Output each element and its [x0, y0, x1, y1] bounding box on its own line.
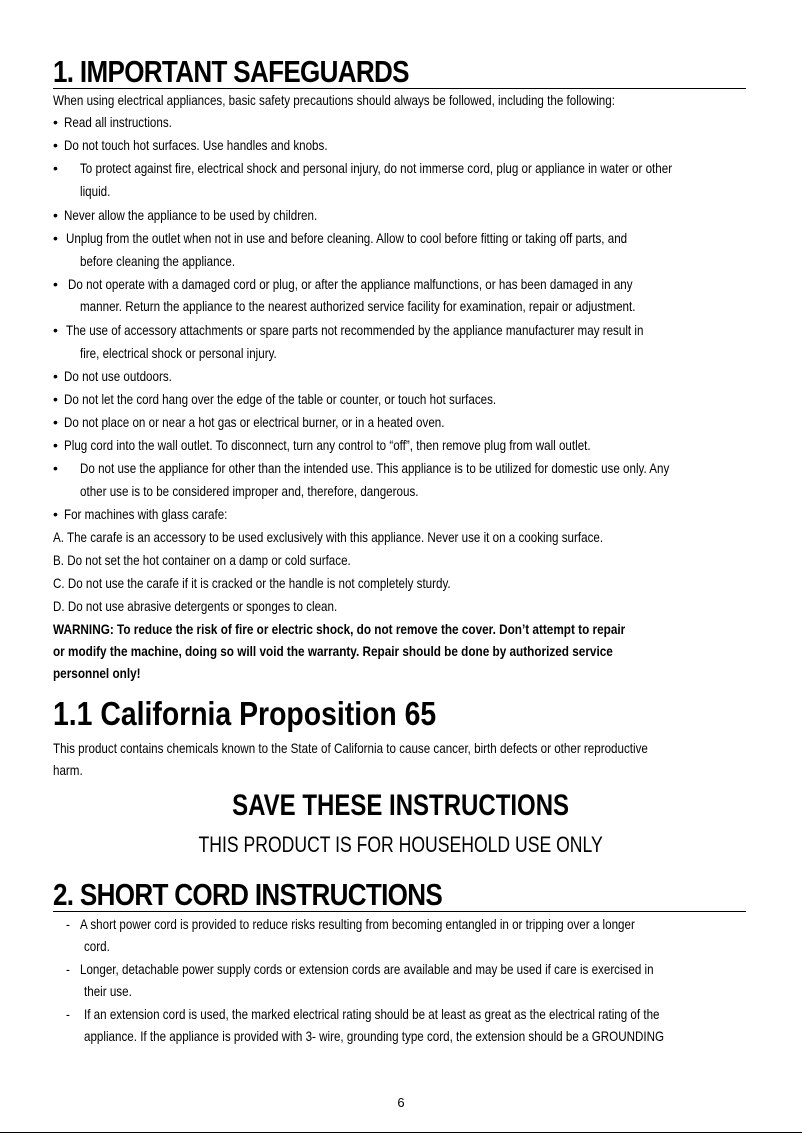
carafe-item-a: A. The carafe is an accessory to be used exclusively with this appliance. Never use it on a cooking surface.: [53, 529, 604, 545]
bullet: •: [53, 414, 58, 430]
safeguard-item: Do not let the cord hang over the edge of the table or counter, or touch hot surfaces.: [64, 391, 497, 407]
dash: -: [66, 916, 70, 932]
bullet: •: [53, 506, 58, 522]
safeguard-item: The use of accessory attachments or spare parts not recommended by the appliance manufacturer may result in: [66, 322, 644, 338]
bullet: •: [53, 276, 58, 292]
page-bottom-rule: [0, 1132, 802, 1133]
cord-item-cont: cord.: [84, 938, 110, 954]
section-1-title: 1. IMPORTANT SAFEGUARDS: [53, 54, 409, 89]
warning-line-3: personnel only!: [53, 665, 141, 681]
warning-line-2: or modify the machine, doing so will void the warranty. Repair should be done by authorized service: [53, 643, 613, 659]
warning-line-1: WARNING: To reduce the risk of fire or electric shock, do not remove the cover. Don’t attempt to repair: [53, 621, 626, 637]
dash: -: [66, 1006, 70, 1022]
section-1-intro: When using electrical appliances, basic safety precautions should always be followed, including the following:: [53, 92, 615, 108]
safeguard-item: Plug cord into the wall outlet. To disconnect, turn any control to “off”, then remove plug from wall outlet.: [64, 437, 591, 453]
safeguard-item: For machines with glass carafe:: [64, 506, 228, 522]
bullet: •: [53, 368, 58, 384]
household-use-text: THIS PRODUCT IS FOR HOUSEHOLD USE ONLY: [198, 832, 604, 857]
bullet: •: [53, 160, 58, 176]
safeguard-item: Do not use outdoors.: [64, 368, 172, 384]
safeguard-item: To protect against fire, electrical shock and personal injury, do not immerse cord, plug or appliance in water or other: [80, 160, 673, 176]
bullet: •: [53, 322, 58, 338]
bullet: •: [53, 460, 58, 476]
page-number: 6: [397, 1095, 405, 1110]
safeguard-item-cont: manner. Return the appliance to the nearest authorized service facility for examination, repair or adjustment.: [80, 298, 636, 314]
safeguard-item: Do not use the appliance for other than the intended use. This appliance is to be utilized for domestic use only. Any: [80, 460, 670, 476]
save-instructions-text: SAVE THESE INSTRUCTIONS: [232, 789, 570, 822]
section-1-1-title: 1.1 California Proposition 65: [53, 695, 437, 732]
bullet: •: [53, 207, 58, 223]
cord-item: A short power cord is provided to reduce risks resulting from becoming entangled in or tripping over a longer: [80, 916, 635, 932]
safeguard-item-cont: other use is to be considered improper and, therefore, dangerous.: [80, 483, 419, 499]
section-1-rule: [53, 88, 746, 89]
safeguard-item: Unplug from the outlet when not in use and before cleaning. Allow to cool before fitting or taking off parts, and: [66, 230, 628, 246]
section-2-rule: [53, 911, 746, 912]
safeguard-item: Never allow the appliance to be used by children.: [64, 207, 318, 223]
safeguard-item-cont: fire, electrical shock or personal injury.: [80, 345, 277, 361]
safeguard-item: Do not touch hot surfaces. Use handles and knobs.: [64, 137, 328, 153]
save-instructions-heading: [0, 788, 802, 824]
safeguard-item-cont: before cleaning the appliance.: [80, 253, 236, 269]
cord-item: If an extension cord is used, the marked electrical rating should be at least as great as the electrical rating of the: [84, 1006, 660, 1022]
safeguard-item: Do not place on or near a hot gas or electrical burner, or in a heated oven.: [64, 414, 445, 430]
dash: -: [66, 961, 70, 977]
bullet: •: [53, 391, 58, 407]
section-2-title: 2. SHORT CORD INSTRUCTIONS: [53, 877, 443, 912]
prop65-text: This product contains chemicals known to the State of California to cause cancer, birth defects or other reproductive: [53, 740, 648, 756]
carafe-item-d: D. Do not use abrasive detergents or sponges to clean.: [53, 598, 338, 614]
bullet: •: [53, 137, 58, 153]
safeguard-item: Do not operate with a damaged cord or plug, or after the appliance malfunctions, or has been damaged in any: [68, 276, 633, 292]
cord-item-cont: appliance. If the appliance is provided with 3- wire, grounding type cord, the extension should be a GROUNDING: [84, 1028, 665, 1044]
household-use-notice: [0, 830, 802, 860]
bullet: •: [53, 114, 58, 130]
prop65-text-cont: harm.: [53, 762, 83, 778]
cord-item-cont: their use.: [84, 983, 132, 999]
bullet: •: [53, 437, 58, 453]
safeguard-item: Read all instructions.: [64, 114, 172, 130]
safeguard-item-cont: liquid.: [80, 183, 111, 199]
cord-item: Longer, detachable power supply cords or extension cords are available and may be used if care is exercised in: [80, 961, 654, 977]
carafe-item-c: C. Do not use the carafe if it is cracked or the handle is not completely sturdy.: [53, 575, 451, 591]
bullet: •: [53, 230, 58, 246]
carafe-item-b: B. Do not set the hot container on a damp or cold surface.: [53, 552, 351, 568]
